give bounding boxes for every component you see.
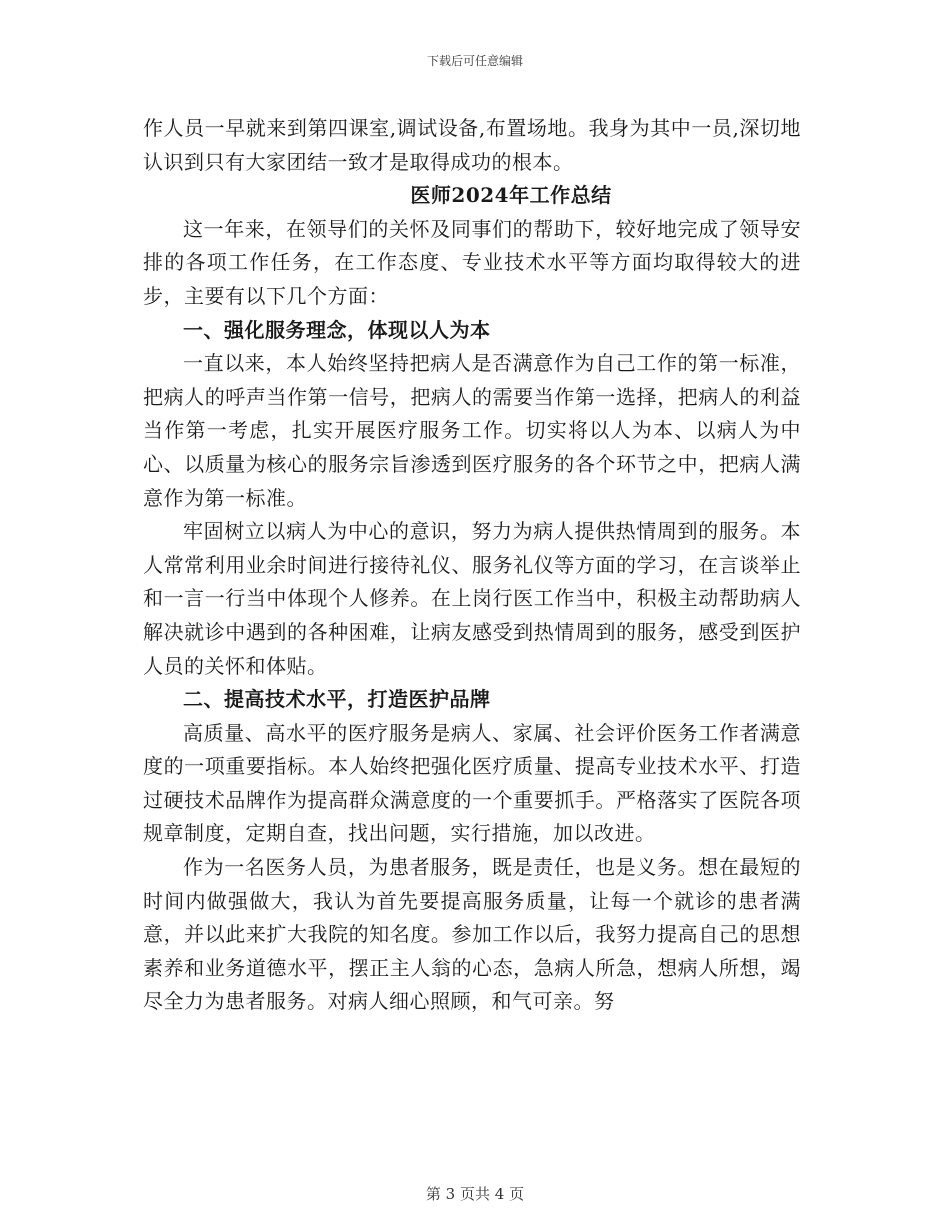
section2-paragraph-2: 作为一名医务人员，为患者服务，既是责任，也是义务。想在最短的时间内做强做大，我认为首先要提高服务质量，让每一个就诊的患者满意，并以此来扩大我院的知名度。参加工作以后，我努力提高自己的思想素养和业务道德水平，摆正主人翁的心态，急病人所急，想病人所想，竭尽全力为患者服务。对病人细心照顾，和气可亲。努: [143, 855, 801, 1014]
section1-paragraph-1: 一直以来，本人始终坚持把病人是否满意作为自己工作的第一标准，把病人的呼声当作第一信号，把病人的需要当作第一选择，把病人的利益当作第一考虑，扎实开展医疗服务工作。切实将以人为本、以病人为中心、以质量为核心的服务宗旨渗透到医疗服务的各个环节之中，把病人满意作为第一标准。: [143, 351, 801, 510]
continuation-paragraph: 作人员一早就来到第四课室,调试设备,布置场地。我身为其中一员,深切地认识到只有大家团结一致才是取得成功的根本。: [143, 116, 801, 174]
section-heading-2: 二、提高技术水平，打造医护品牌: [183, 687, 491, 712]
section2-paragraph-1: 高质量、高水平的医疗服务是病人、家属、社会评价医务工作者满意度的一项重要指标。本人始终把强化医疗质量、提高专业技术水平、打造过硬技术品牌作为提高群众满意度的一个重要抓手。严格落实了医院各项规章制度，定期自查，找出问题，实行措施，加以改进。: [143, 720, 801, 846]
document-body: [143, 112, 801, 1019]
page-footer: 第 3 页共 4 页: [425, 1185, 525, 1203]
section-heading-1: 一、强化服务理念，体现以人为本: [183, 317, 491, 342]
page-header: 下载后可任意编辑: [426, 54, 523, 68]
intro-paragraph: 这一年来，在领导们的关怀及同事们的帮助下，较好地完成了领导安排的各项工作任务，在工作态度、专业技术水平等方面均取得较大的进步，主要有以下几个方面：: [143, 216, 801, 308]
section1-paragraph-2: 牢固树立以病人为中心的意识，努力为病人提供热情周到的服务。本人常常利用业余时间进行接待礼仪、服务礼仪等方面的学习，在言谈举止和一言一行当中体现个人修养。在上岗行医工作当中，积极主动帮助病人解决就诊中遇到的各种困难，让病友感受到热情周到的服务，感受到医护人员的关怀和体贴。: [143, 519, 801, 678]
document-title: 医师2024年工作总结: [410, 183, 612, 208]
